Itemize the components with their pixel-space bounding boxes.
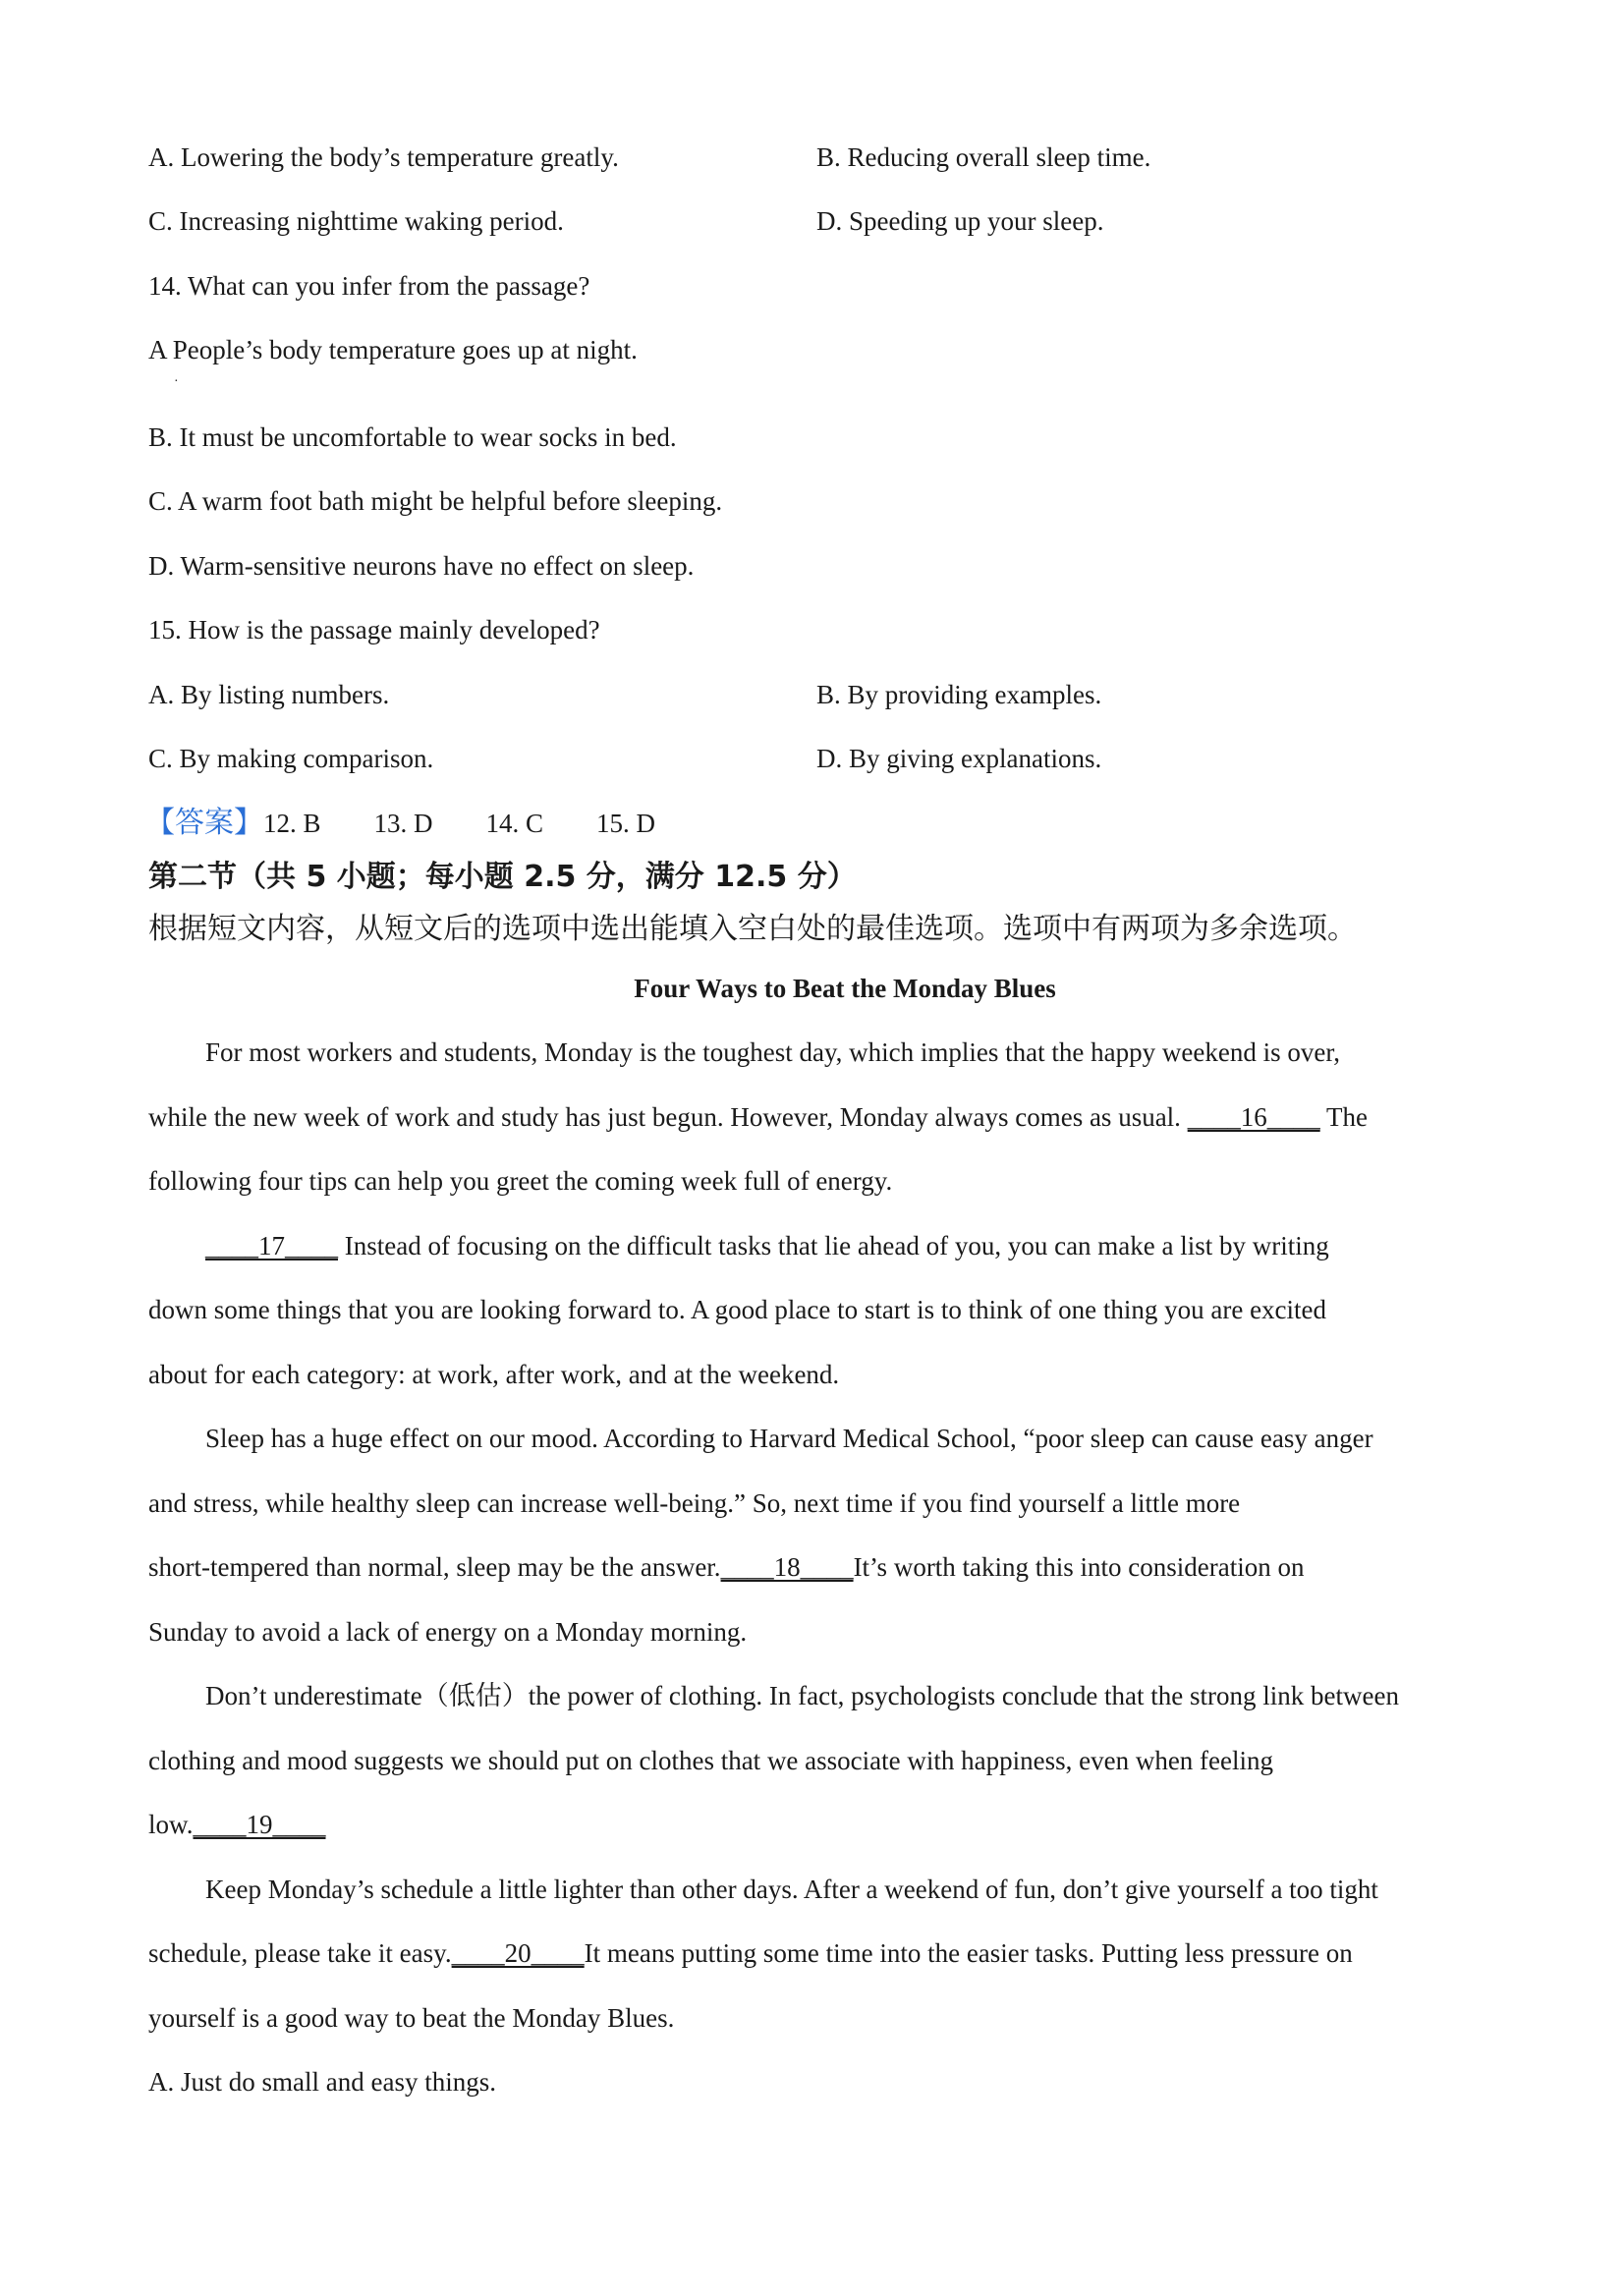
p3-line2: and stress, while healthy sleep can increase well-being.” So, next time if you find yourself a little more — [148, 1488, 1241, 1518]
p5-line3: yourself is a good way to beat the Monday Blues. — [148, 2003, 675, 2033]
q13-option-d: D. Speeding up your sleep. — [816, 206, 1104, 236]
p1-line2-text: while the new week of work and study has just begun. However, Monday always comes as usual. — [148, 1102, 1188, 1132]
q15-option-b: B. By providing examples. — [816, 680, 1102, 709]
q14-option-c: C. A warm foot bath might be helpful before sleeping. — [148, 486, 723, 516]
q13-option-b: B. Reducing overall sleep time. — [816, 142, 1151, 172]
blank-19[interactable]: ____19____ — [193, 1810, 326, 1839]
q13-option-c: C. Increasing nighttime waking period. — [148, 206, 564, 236]
blank-18[interactable]: ____18____ — [720, 1552, 854, 1582]
p3-line1: Sleep has a huge effect on our mood. According to Harvard Medical School, “poor sleep can cause easy anger — [205, 1424, 1373, 1453]
p1-line3: following four tips can help you greet the coming week full of energy. — [148, 1166, 893, 1196]
p5-line2 — [148, 1935, 1353, 1971]
choice-option-a: A. Just do small and easy things. — [148, 2067, 496, 2097]
p3-line3-text: short-tempered than normal, sleep may be the answer. — [148, 1552, 721, 1582]
section-heading: 第二节（共 5 小题；每小题 2.5 分，满分 12.5 分） — [148, 860, 857, 894]
p3-line3-tail: It’s worth taking this into consideration on — [853, 1552, 1305, 1582]
p3-line3 — [148, 1549, 1305, 1585]
stray-dot: · — [174, 374, 179, 389]
p1-line2-tail: The — [1319, 1102, 1368, 1132]
blank-20[interactable]: ____20____ — [451, 1938, 585, 1968]
q14-option-b: B. It must be uncomfortable to wear socks in bed. — [148, 422, 677, 452]
p4-line3 — [148, 1807, 326, 1842]
blank-16[interactable]: ____16____ — [1187, 1102, 1320, 1132]
p4-line3-text: low. — [148, 1810, 194, 1839]
q14-option-d: D. Warm-sensitive neurons have no effect on sleep. — [148, 551, 695, 581]
p2-line3: about for each category: at work, after work, and at the weekend. — [148, 1360, 840, 1389]
p1-line1: For most workers and students, Monday is the toughest day, which implies that the happy weekend is over, — [205, 1037, 1340, 1067]
q14-option-a: A People’s body temperature goes up at night. — [148, 335, 638, 364]
blank-17[interactable]: ____17____ — [205, 1231, 338, 1260]
p5-line2-tail: It means putting some time into the easier tasks. Putting less pressure on — [584, 1938, 1353, 1968]
passage-title: Four Ways to Beat the Monday Blues — [634, 974, 1056, 1003]
p1-line2 — [148, 1099, 1368, 1135]
p2-line2: down some things that you are looking forward to. A good place to start is to think of one thing you are excited — [148, 1295, 1327, 1324]
p3-line4: Sunday to avoid a lack of energy on a Monday morning. — [148, 1617, 748, 1647]
p2-line1-text: Instead of focusing on the difficult tasks that lie ahead of you, you can make a list by writing — [338, 1231, 1329, 1260]
answer-items: 12. B 13. D 14. C 15. D — [263, 809, 656, 838]
p5-line2-text: schedule, please take it easy. — [148, 1938, 452, 1968]
p4-line2: clothing and mood suggests we should put on clothes that we associate with happiness, even when feeling — [148, 1746, 1274, 1775]
answer-line — [145, 806, 655, 841]
p4-line1: Don’t underestimate（低估）the power of clothing. In fact, psychologists conclude that the strong link between — [205, 1681, 1399, 1710]
q15-option-c: C. By making comparison. — [148, 744, 434, 773]
q13-option-a: A. Lowering the body’s temperature greatly. — [148, 142, 619, 172]
p5-line1: Keep Monday’s schedule a little lighter than other days. After a weekend of fun, don’t give yourself a too tight — [205, 1875, 1378, 1904]
p2-line1 — [205, 1228, 1329, 1263]
q14-stem: 14. What can you infer from the passage? — [148, 271, 590, 301]
q15-stem: 15. How is the passage mainly developed? — [148, 615, 600, 644]
answer-tag: 【答案】 — [145, 806, 263, 840]
q15-option-a: A. By listing numbers. — [148, 680, 390, 709]
section-instruction: 根据短文内容，从短文后的选项中选出能填入空白处的最佳选项。选项中有两项为多余选项。 — [148, 912, 1357, 946]
q15-option-d: D. By giving explanations. — [816, 744, 1102, 773]
